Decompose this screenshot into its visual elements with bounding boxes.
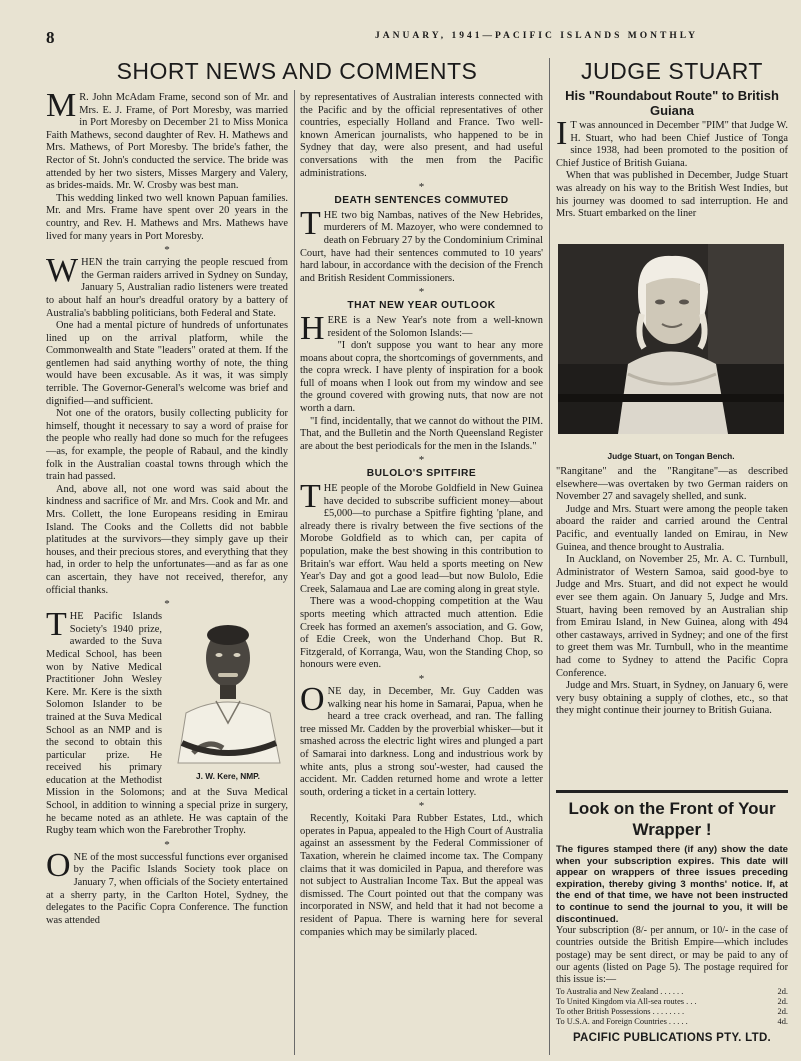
drop-cap: W: [46, 252, 79, 290]
wrapper-notice: [556, 844, 788, 1044]
separator-star: *: [418, 286, 425, 299]
separator-star: *: [418, 181, 425, 194]
portrait-image: [168, 613, 288, 768]
article-paragraph: by representatives of Australian interests connected with the Pacific and by the official representatives of other countries, especially Holland and France. Two well-known American journalists, who happened to be in Sydney that day, were also present, and had useful conversations with the men from the Pacific administrations.: [300, 92, 543, 179]
article-paragraph: "I don't suppose you want to hear any more moans about copra, the shortcomings of governments, and the copra wreck. I have plenty of inspiration for a book full of moans when I look out from my window and see the ground covered with growing nuts, that now are not worth a darn.: [300, 340, 543, 415]
separator-star: *: [418, 800, 425, 813]
column-3-middle: [556, 466, 788, 784]
rate-row: To U.S.A. and Foreign Countries . . . . . 4d.: [556, 1017, 788, 1027]
separator-star: *: [418, 454, 425, 467]
separator-star: *: [164, 838, 170, 851]
article-paragraph: THE Pacific Islands Society's 1940 prize, awarded to the Suva Medical School, has been won by Native Medical Practitioner John Wesley Kere. Mr. Kere is the sixth Solomon Islander to be trained at the Suva Medical School as an NMP and is the second to obtain this particular prize. He received his primary education at the Methodist Mission in the Solomons; and at the Suva Medical School, in addition to winning a special prize in surgery, he became noted as an athlete. He was captain of the Rugby team which won the Farebrother Trophy.: [46, 606, 288, 837]
page-number: 8: [46, 28, 55, 47]
article-paragraph: I T was announced in December "PIM" that Judge W. H. Stuart, who had been Chief Justice of Tonga since 1938, had been promoted to the position of Chief Justice of British Guiana.: [556, 120, 788, 169]
subheading: THAT NEW YEAR OUTLOOK: [347, 300, 496, 312]
column-rule: [294, 90, 295, 1055]
photo-caption: J. W. Kere, NMP.: [196, 771, 260, 782]
section-title: SHORT NEWS AND COMMENTS: [116, 58, 478, 84]
article-paragraph: "I find, incidentally, that we cannot do without the PIM. That, and the Bulletin and the North Queensland Register are about the best periodicals for the men in the Islands.": [300, 415, 543, 452]
separator-star: *: [164, 244, 170, 257]
article-paragraph: Not one of the orators, busily collecting publicity for himself, thought it necessary to say a word of praise for the people who really had done so much for the refugees—as, for example, the people of Rabaul, and the kindly folk in the Australian coastal towns through which the train had passed.: [46, 408, 288, 483]
article-paragraph: There was a wood-chopping competition at the Wau sports meeting which attracted much attention. Edie Creek has formed an axemen's association, and G. Gow, of Edie Creek, won the Underhand Chop. But R. Fitzgerald, of Korranga, Wau, won the Standing Chop, so honours were even.: [300, 596, 543, 671]
column-2: [300, 92, 543, 1054]
article-paragraph: THE people of the Morobe Goldfield in New Guinea have decided to subscribe sufficient money—about £5,000—to purchase a Spitfire fighting 'plane, and already there is rivalry between the five sections of the Morobe Goldfield as to which can, per capita of population, make the best showing in this contribution to Britain's war effort. Wau held a sports meeting on New Year's Day and got a good lead—but now Bulolo, Edie Creek, Salamaua and Lae are coming along in great style.: [300, 478, 543, 595]
article-paragraph: Judge and Mrs. Stuart, in Sydney, on January 6, were very busy obtaining a supply of clothes, etc., so that they might continue their journey to British Guiana.: [556, 680, 788, 717]
article-paragraph: This wedding linked two well known Papuan families. Mr. and Mrs. Frame have spent over 20 years in the country, and Rev. H. Mathews and Mrs. Mathews have lived for many years in Port Moresby.: [46, 192, 288, 242]
photo-caption: Judge Stuart, on Tongan Bench.: [607, 451, 735, 461]
column-rule: [549, 58, 550, 1055]
drop-cap: M: [46, 92, 77, 124]
notice-text: Your subscription (8/- per annum, or 10/- in the case of countries outside the British Empire—which includes postage) may be sent direct, or may be paid to any of our agents (listed on Page 5). The postage required for this issue is:—: [556, 925, 788, 985]
kere-photo: [168, 613, 288, 783]
publisher-name: PACIFIC PUBLICATIONS PTY. LTD.: [572, 1032, 772, 1045]
drop-cap: O: [46, 846, 71, 884]
drop-cap: T: [46, 606, 67, 644]
notice-bold-text: The figures stamped there (if any) show the date when your subscription expires. This date will appear on wrappers of three issues preceding expiration, thereby giving 3 months' notice. If, at the end of that time, we have not been instructed to continue to send the journal to you, it will be discontinued.: [556, 844, 788, 925]
article-paragraph: When that was published in December, Judge Stuart was already on his way to the British West Indies, but his journey was doomed to sad interruption. He and Mrs. Stuart embarked on the liner: [556, 170, 788, 220]
drop-cap: H: [300, 309, 325, 347]
article-paragraph: In Auckland, on November 25, Mr. A. C. Turnbull, Administrator of Western Samoa, said good-bye to Judge and Mrs. Stuart, and did not expect he would ever see them again. On January 5, Judge and Mrs. Stuart, having been removed by an Australian ship from Emirau Island, in New Guinea, along with 494 other castaways, arrived in Sydney; and one of the first to greet them was Mr. Turnbull, who in the meantime had come to Sydney to attend the Pacific Copra Conference.: [556, 554, 788, 679]
judge-portrait-image: [558, 244, 784, 434]
article-paragraph: Judge and Mrs. Stuart were among the people taken aboard the raider and carried around the Central Pacific, and eventually landed on Emirau, in New Guinea, and thence brought to Australia.: [556, 503, 788, 553]
rate-row: To Australia and New Zealand . . . . . . 2d.: [556, 987, 788, 997]
article-paragraph: "Rangitane" and the "Rangitane"—as described elsewhere—was overtaken by two German raiders on November 27 and savagely shelled, and sunk.: [556, 466, 788, 503]
running-head: JANUARY, 1941—PACIFIC ISLANDS MONTHLY: [375, 31, 699, 41]
column-1: [46, 92, 288, 1054]
article-paragraph: ONE day, in December, Mr. Guy Cadden was walking near his home in Samarai, Papua, when he heard a tree crack overhead, and ran. The falling tree missed Mr. Cadden by the proverbial whisker—but it smashed across the electric light wires and plunged a part of Samarai into darkness. Long and industrious work by white ants, plus a strong sou'-wester, had caused the accident. Mr. Cadden returned home and wrote a letter south, ordering a ticket in a certain lottery.: [300, 680, 543, 798]
article-paragraph: HERE is a New Year's note from a well-known resident of the Solomon Islands:—: [300, 309, 543, 347]
drop-cap: T: [300, 478, 321, 516]
judge-photo: [558, 244, 784, 434]
subheading: BULOLO'S SPITFIRE: [366, 468, 477, 480]
judge-subtitle: His "Roundabout Route" to British Guiana: [565, 88, 779, 118]
judge-title: JUDGE STUART: [581, 58, 763, 84]
postage-rates: [556, 987, 788, 1027]
box-top-rule: [556, 790, 788, 793]
article-paragraph: ONE of the most successful functions ever organised by the Pacific Islands Society took place on January 7, when officials of the Society entertained at a sherry party, in the Carlton Hotel, Sydney, the delegates to the Pacific Copra Conference. The function was attended: [46, 846, 288, 926]
separator-star: *: [164, 598, 170, 611]
column-3-top: [556, 120, 788, 242]
article-paragraph: M R. John McAdam Frame, second son of Mr. and Mrs. E. J. Frame, of Port Moresby, was married in Port Moresby on December 21 to Miss Monica Faith Mathews, second daughter of Rev. H. Mathews and Mrs. Mathews, of Port Moresby. The bride's father, the Rector of St. John's conducted the service. The bride was attended by her two sisters, Misses Margery and Valery, as brides-maids. Mr. W. Crosby was best man.: [46, 92, 288, 192]
article-paragraph: THE two big Nambas, natives of the New Hebrides, murderers of M. Mazoyer, who were condemned to death on February 27 by the Condominium Criminal Court, have had their sentences commuted to 10 years' hard labour, in accordance with the decision of the French and British Resident Commissioners.: [300, 204, 543, 284]
article-paragraph: One had a mental picture of hundreds of unfortunates lined up on the arrival platform, while the Commonwealth and State "leaders" orated at them. If the gentlemen had said anything worthy of note, the thing would have been excusable. As it was, it was simply terrible. The Governor-General's welcome was brief and dignified—and sufficient.: [46, 320, 288, 407]
subheading: DEATH SENTENCES COMMUTED: [334, 195, 509, 207]
drop-cap: O: [300, 680, 325, 718]
rate-row: To other British Possessions . . . . . . . . 2d.: [556, 1007, 788, 1017]
wrapper-notice-title: Look on the Front of Your Wrapper !: [568, 799, 776, 839]
drop-cap: T: [300, 204, 321, 242]
article-paragraph: WHEN the train carrying the people rescued from the German raiders arrived in Sydney on Sunday, January 5, Australian radio listeners were treated to about half an hour's dreadful oratory by a battery of Australia's babbling politicians, both Federal and State.: [46, 252, 288, 319]
separator-star: *: [418, 672, 425, 685]
article-paragraph: And, above all, not one word was said about the kindness and sacrifice of Mr. and Mrs. Cook and Mr. and Mrs. Collett, the lone Europeans residing in Emirau Island. The Cooks and the Colletts did not babble platitudes at the survivors—they simply gave up their houses, and their precious stores, and everything that they had, in order to help the unfortunates—and as far as one can ascertain, they have not received, therefor, any official thanks.: [46, 483, 288, 596]
drop-cap: I: [556, 120, 568, 152]
rate-row: To United Kingdom via All-sea routes . . . 2d.: [556, 997, 788, 1007]
article-paragraph: Recently, Koitaki Para Rubber Estates, Ltd., which operates in Papua, appealed to the High Court of Australia against an assessment by the Federal Commissioner of Taxation, wherein he claimed income tax. The Company claims that it was domiciled in Papua, and therefore was not subject to Australian Income Tax. But the appeal was dismissed. The Court pointed out that the company was incorporated in NSW, and held that it had not become a resident of Papua. There is warning here for several companies which may be similarly placed.: [300, 813, 543, 938]
